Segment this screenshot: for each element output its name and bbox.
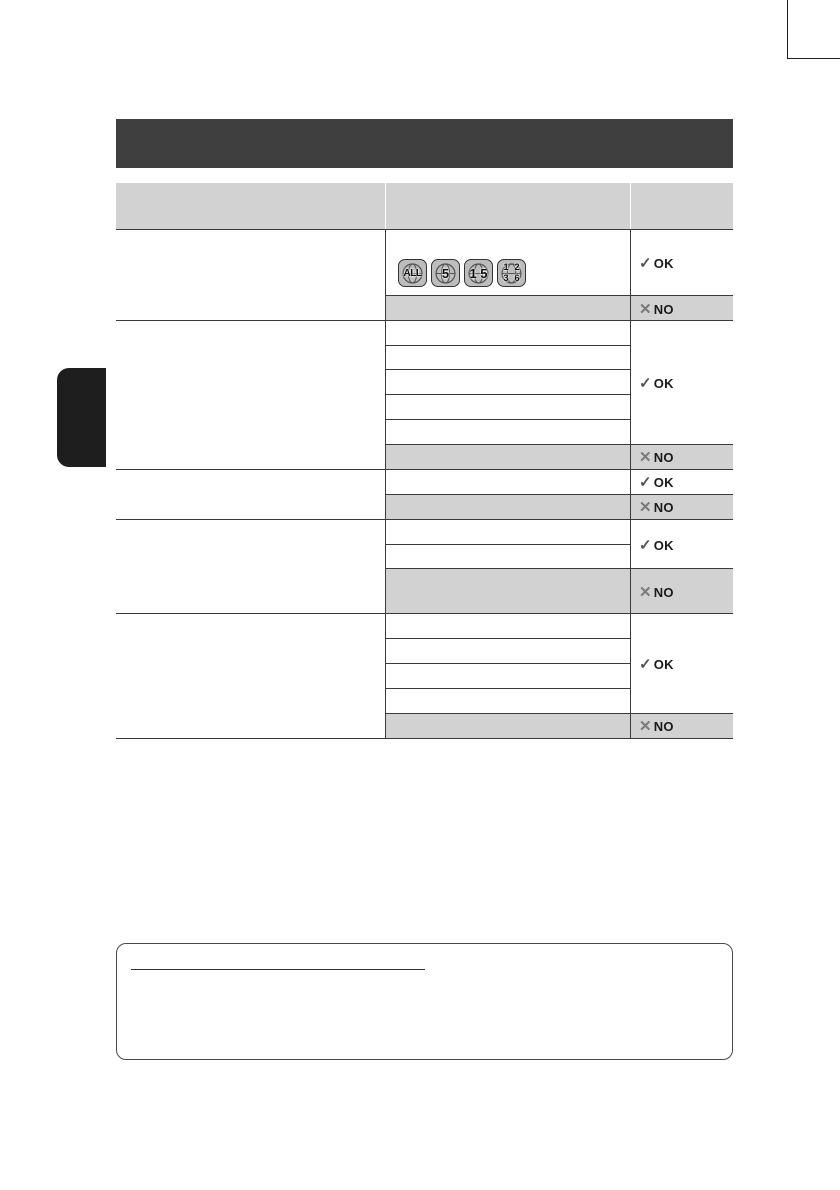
region-1-5-icon: 1 5 (464, 259, 493, 287)
row-divider (386, 688, 630, 689)
region-1-2-3-6-icon: 1 2 3 6 (497, 259, 526, 287)
ok-badge: ✓ OK (639, 656, 674, 673)
check-icon: ✓ (639, 255, 652, 272)
ok-badge: ✓ OK (639, 474, 674, 491)
ok-badge: ✓ OK (639, 375, 674, 392)
row-unplayable-format (386, 494, 733, 519)
no-badge: ✕ NO (639, 301, 674, 318)
table-header-playable (631, 183, 733, 229)
row-divider (116, 738, 733, 739)
row-unplayable-format (386, 713, 733, 738)
no-badge: ✕ NO (639, 449, 674, 466)
region-5-icon: 5 (431, 259, 460, 287)
no-badge: ✕ NO (639, 718, 674, 735)
note-box (116, 943, 733, 1060)
column-divider (630, 229, 631, 739)
row-divider (116, 469, 733, 470)
row-divider (386, 713, 733, 714)
check-icon: ✓ (639, 656, 652, 673)
row-divider (386, 444, 733, 445)
row-divider (386, 419, 630, 420)
table-header-type (116, 183, 385, 229)
row-divider (386, 369, 630, 370)
crop-mark-horizontal (787, 58, 840, 59)
row-divider (386, 663, 630, 664)
row-divider (386, 394, 630, 395)
row-divider (386, 638, 630, 639)
row-divider (386, 494, 733, 495)
no-badge: ✕ NO (639, 584, 674, 601)
ok-badge: ✓ OK (639, 255, 674, 272)
row-divider (116, 320, 733, 321)
note-title-underline (131, 969, 425, 970)
check-icon: ✓ (639, 537, 652, 554)
cross-icon: ✕ (639, 718, 652, 735)
row-divider (116, 519, 733, 520)
check-icon: ✓ (639, 474, 652, 491)
no-badge: ✕ NO (639, 499, 674, 516)
disc-compatibility-table (116, 183, 733, 739)
ok-badge: ✓ OK (639, 537, 674, 554)
region-code-icons (398, 259, 526, 287)
region-code-cell (386, 183, 630, 296)
row-unplayable-format (386, 444, 733, 469)
cross-icon: ✕ (639, 449, 652, 466)
crop-mark-vertical (787, 0, 788, 58)
cross-icon: ✕ (639, 301, 652, 318)
cross-icon: ✕ (639, 584, 652, 601)
language-side-tab (57, 368, 106, 467)
row-unplayable-format (386, 568, 733, 614)
row-divider (116, 613, 733, 614)
section-header-bar (116, 119, 733, 168)
row-unplayable-format (386, 296, 733, 321)
row-divider (386, 568, 733, 569)
cross-icon: ✕ (639, 499, 652, 516)
row-divider (386, 345, 630, 346)
check-icon: ✓ (639, 375, 652, 392)
region-all-icon: ALL (398, 259, 427, 287)
row-divider (386, 544, 630, 545)
